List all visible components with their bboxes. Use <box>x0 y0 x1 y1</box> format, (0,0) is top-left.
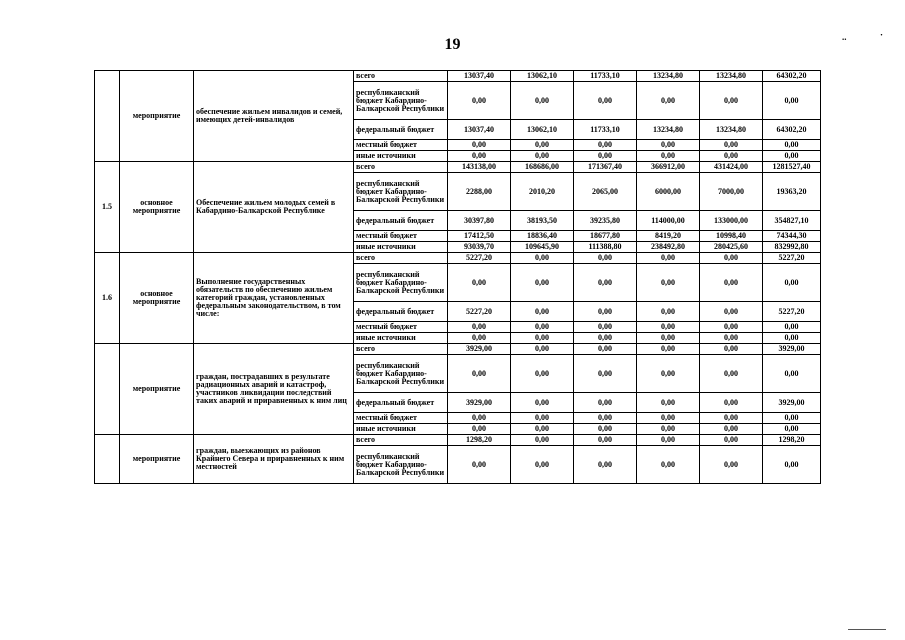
table-row <box>95 344 821 355</box>
year-amount-cell: 0,00 <box>700 424 763 435</box>
total-amount-cell: 5227,20 <box>763 253 821 264</box>
year-amount-cell: 0,00 <box>511 140 574 151</box>
year-amount-cell: 0,00 <box>700 446 763 484</box>
year-amount-cell: 0,00 <box>700 264 763 302</box>
year-amount-cell: 0,00 <box>574 253 637 264</box>
funding-source-cell: местный бюджет <box>354 231 448 242</box>
year-amount-cell: 0,00 <box>637 333 700 344</box>
year-amount-cell: 0,00 <box>448 151 511 162</box>
total-amount-cell: 3929,00 <box>763 344 821 355</box>
year-amount-cell: 0,00 <box>700 393 763 413</box>
year-amount-cell: 8419,20 <box>637 231 700 242</box>
year-amount-cell: 18677,80 <box>574 231 637 242</box>
year-amount-cell: 133000,00 <box>700 211 763 231</box>
funding-source-cell: местный бюджет <box>354 413 448 424</box>
year-amount-cell: 0,00 <box>700 253 763 264</box>
funding-source-cell: всего <box>354 71 448 82</box>
funding-source-cell: республиканский бюджет Кабардино-Балкарской Республики <box>354 173 448 211</box>
year-amount-cell: 0,00 <box>574 322 637 333</box>
year-amount-cell: 13234,80 <box>637 71 700 82</box>
funding-source-cell: федеральный бюджет <box>354 211 448 231</box>
item-type-cell: мероприятие <box>120 71 194 162</box>
year-amount-cell: 3929,00 <box>448 344 511 355</box>
funding-source-cell: всего <box>354 344 448 355</box>
year-amount-cell: 0,00 <box>637 435 700 446</box>
year-amount-cell: 0,00 <box>574 302 637 322</box>
total-amount-cell: 64302,20 <box>763 71 821 82</box>
year-amount-cell: 13234,80 <box>700 71 763 82</box>
year-amount-cell: 0,00 <box>511 355 574 393</box>
year-amount-cell: 0,00 <box>574 140 637 151</box>
funding-source-cell: местный бюджет <box>354 322 448 333</box>
funding-source-cell: федеральный бюджет <box>354 120 448 140</box>
year-amount-cell: 0,00 <box>511 413 574 424</box>
year-amount-cell: 13037,40 <box>448 71 511 82</box>
year-amount-cell: 0,00 <box>448 355 511 393</box>
year-amount-cell: 38193,50 <box>511 211 574 231</box>
year-amount-cell: 7000,00 <box>700 173 763 211</box>
year-amount-cell: 0,00 <box>448 264 511 302</box>
year-amount-cell: 0,00 <box>637 151 700 162</box>
year-amount-cell: 0,00 <box>511 82 574 120</box>
total-amount-cell: 0,00 <box>763 82 821 120</box>
funding-source-cell: федеральный бюджет <box>354 302 448 322</box>
total-amount-cell: 0,00 <box>763 264 821 302</box>
year-amount-cell: 2288,00 <box>448 173 511 211</box>
year-amount-cell: 0,00 <box>637 446 700 484</box>
budget-table <box>94 70 821 484</box>
total-amount-cell: 3929,00 <box>763 393 821 413</box>
funding-source-cell: республиканский бюджет Кабардино-Балкарской Республики <box>354 446 448 484</box>
year-amount-cell: 0,00 <box>448 140 511 151</box>
table-row <box>95 71 821 82</box>
year-amount-cell: 13037,40 <box>448 120 511 140</box>
year-amount-cell: 109645,90 <box>511 242 574 253</box>
year-amount-cell: 0,00 <box>574 446 637 484</box>
year-amount-cell: 0,00 <box>637 82 700 120</box>
item-type-cell: основное мероприятие <box>120 162 194 253</box>
total-amount-cell: 354827,10 <box>763 211 821 231</box>
year-amount-cell: 0,00 <box>448 82 511 120</box>
year-amount-cell: 0,00 <box>511 302 574 322</box>
item-number-cell: 1.6 <box>95 253 120 344</box>
year-amount-cell: 0,00 <box>574 151 637 162</box>
funding-source-cell: иные источники <box>354 151 448 162</box>
table-row <box>95 162 821 173</box>
year-amount-cell: 0,00 <box>574 413 637 424</box>
year-amount-cell: 114000,00 <box>637 211 700 231</box>
year-amount-cell: 6000,00 <box>637 173 700 211</box>
year-amount-cell: 431424,00 <box>700 162 763 173</box>
year-amount-cell: 143138,00 <box>448 162 511 173</box>
corner-mark: .. <box>842 32 847 42</box>
funding-source-cell: республиканский бюджет Кабардино-Балкарской Республики <box>354 82 448 120</box>
year-amount-cell: 0,00 <box>511 151 574 162</box>
year-amount-cell: 0,00 <box>511 435 574 446</box>
year-amount-cell: 171367,40 <box>574 162 637 173</box>
year-amount-cell: 5227,20 <box>448 253 511 264</box>
table-row <box>95 253 821 264</box>
year-amount-cell: 5227,20 <box>448 302 511 322</box>
year-amount-cell: 0,00 <box>637 322 700 333</box>
year-amount-cell: 238492,80 <box>637 242 700 253</box>
year-amount-cell: 0,00 <box>637 344 700 355</box>
year-amount-cell: 0,00 <box>574 435 637 446</box>
funding-source-cell: всего <box>354 435 448 446</box>
total-amount-cell: 0,00 <box>763 413 821 424</box>
item-name-cell: граждан, выезжающих из районов Крайнего Севера и приравненных к ним местностей <box>194 435 354 484</box>
year-amount-cell: 13234,80 <box>637 120 700 140</box>
item-number-cell <box>95 71 120 162</box>
year-amount-cell: 0,00 <box>574 333 637 344</box>
year-amount-cell: 30397,80 <box>448 211 511 231</box>
total-amount-cell: 0,00 <box>763 355 821 393</box>
page-number: 19 <box>444 36 461 53</box>
year-amount-cell: 0,00 <box>637 302 700 322</box>
year-amount-cell: 0,00 <box>511 264 574 302</box>
item-name-cell: Обеспечение жильем молодых семей в Кабардино-Балкарской Республике <box>194 162 354 253</box>
year-amount-cell: 0,00 <box>511 344 574 355</box>
total-amount-cell: 74344,30 <box>763 231 821 242</box>
funding-source-cell: республиканский бюджет Кабардино-Балкарской Республики <box>354 355 448 393</box>
year-amount-cell: 1298,20 <box>448 435 511 446</box>
item-number-cell: 1.5 <box>95 162 120 253</box>
year-amount-cell: 0,00 <box>448 322 511 333</box>
total-amount-cell: 0,00 <box>763 151 821 162</box>
year-amount-cell: 366912,00 <box>637 162 700 173</box>
year-amount-cell: 0,00 <box>448 424 511 435</box>
year-amount-cell: 0,00 <box>574 393 637 413</box>
item-name-cell: граждан, пострадавших в результате радиационных аварий и катастроф, участников ликвидации последствий таких аварий и приравненных к ним лиц <box>194 344 354 435</box>
year-amount-cell: 0,00 <box>700 151 763 162</box>
year-amount-cell: 17412,50 <box>448 231 511 242</box>
year-amount-cell: 0,00 <box>637 140 700 151</box>
item-type-cell: мероприятие <box>120 435 194 484</box>
total-amount-cell: 0,00 <box>763 424 821 435</box>
funding-source-cell: иные источники <box>354 333 448 344</box>
year-amount-cell: 111388,80 <box>574 242 637 253</box>
year-amount-cell: 0,00 <box>700 302 763 322</box>
total-amount-cell: 1281527,40 <box>763 162 821 173</box>
funding-source-cell: федеральный бюджет <box>354 393 448 413</box>
year-amount-cell: 0,00 <box>637 424 700 435</box>
total-amount-cell: 832992,80 <box>763 242 821 253</box>
year-amount-cell: 0,00 <box>637 355 700 393</box>
year-amount-cell: 10998,40 <box>700 231 763 242</box>
total-amount-cell: 19363,20 <box>763 173 821 211</box>
year-amount-cell: 0,00 <box>637 393 700 413</box>
year-amount-cell: 0,00 <box>574 344 637 355</box>
year-amount-cell: 0,00 <box>637 413 700 424</box>
item-name-cell: Выполнение государственных обязательств по обеспечению жильем категорий граждан, установленных федеральным законодательством, в том числе: <box>194 253 354 344</box>
funding-source-cell: всего <box>354 162 448 173</box>
item-type-cell: мероприятие <box>120 344 194 435</box>
year-amount-cell: 0,00 <box>637 253 700 264</box>
year-amount-cell: 0,00 <box>448 333 511 344</box>
year-amount-cell: 39235,80 <box>574 211 637 231</box>
total-amount-cell: 64302,20 <box>763 120 821 140</box>
year-amount-cell: 0,00 <box>700 435 763 446</box>
year-amount-cell: 13062,10 <box>511 120 574 140</box>
year-amount-cell: 0,00 <box>511 446 574 484</box>
year-amount-cell: 0,00 <box>574 82 637 120</box>
corner-mark: · <box>880 30 884 40</box>
year-amount-cell: 0,00 <box>511 393 574 413</box>
year-amount-cell: 0,00 <box>700 322 763 333</box>
year-amount-cell: 11733,10 <box>574 71 637 82</box>
total-amount-cell: 0,00 <box>763 333 821 344</box>
year-amount-cell: 2010,20 <box>511 173 574 211</box>
item-type-cell: основное мероприятие <box>120 253 194 344</box>
total-amount-cell: 0,00 <box>763 322 821 333</box>
year-amount-cell: 18836,40 <box>511 231 574 242</box>
year-amount-cell: 0,00 <box>700 140 763 151</box>
year-amount-cell: 13234,80 <box>700 120 763 140</box>
item-name-cell: обеспечение жильем инвалидов и семей, имеющих детей-инвалидов <box>194 71 354 162</box>
scan-line <box>848 629 886 630</box>
year-amount-cell: 0,00 <box>511 322 574 333</box>
year-amount-cell: 0,00 <box>574 264 637 302</box>
total-amount-cell: 1298,20 <box>763 435 821 446</box>
year-amount-cell: 168686,00 <box>511 162 574 173</box>
total-amount-cell: 0,00 <box>763 446 821 484</box>
year-amount-cell: 0,00 <box>574 355 637 393</box>
year-amount-cell: 0,00 <box>700 82 763 120</box>
year-amount-cell: 0,00 <box>511 253 574 264</box>
year-amount-cell: 93039,70 <box>448 242 511 253</box>
year-amount-cell: 0,00 <box>700 413 763 424</box>
funding-source-cell: республиканский бюджет Кабардино-Балкарской Республики <box>354 264 448 302</box>
year-amount-cell: 280425,60 <box>700 242 763 253</box>
year-amount-cell: 11733,10 <box>574 120 637 140</box>
year-amount-cell: 0,00 <box>448 413 511 424</box>
year-amount-cell: 0,00 <box>637 264 700 302</box>
year-amount-cell: 0,00 <box>700 333 763 344</box>
total-amount-cell: 0,00 <box>763 140 821 151</box>
total-amount-cell: 5227,20 <box>763 302 821 322</box>
year-amount-cell: 13062,10 <box>511 71 574 82</box>
funding-source-cell: всего <box>354 253 448 264</box>
table-row <box>95 435 821 446</box>
funding-source-cell: местный бюджет <box>354 140 448 151</box>
year-amount-cell: 0,00 <box>574 424 637 435</box>
funding-source-cell: иные источники <box>354 424 448 435</box>
year-amount-cell: 0,00 <box>700 355 763 393</box>
funding-source-cell: иные источники <box>354 242 448 253</box>
year-amount-cell: 3929,00 <box>448 393 511 413</box>
year-amount-cell: 0,00 <box>448 446 511 484</box>
item-number-cell <box>95 435 120 484</box>
year-amount-cell: 0,00 <box>511 424 574 435</box>
year-amount-cell: 0,00 <box>700 344 763 355</box>
item-number-cell <box>95 344 120 435</box>
year-amount-cell: 0,00 <box>511 333 574 344</box>
year-amount-cell: 2065,00 <box>574 173 637 211</box>
